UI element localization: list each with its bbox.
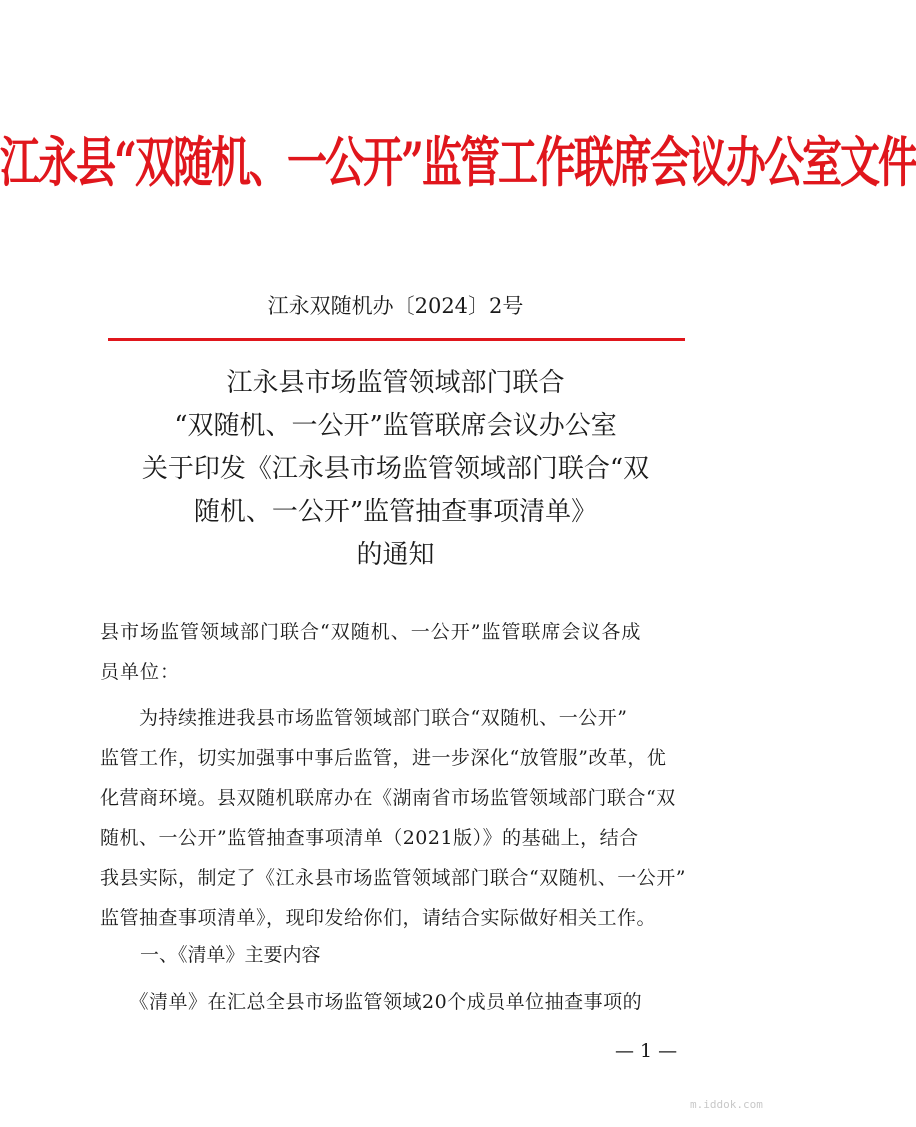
salutation-line: 县市场监管领域部门联合“双随机、一公开”监管联席会议各成 (100, 621, 642, 643)
body-paragraph-1 (100, 698, 700, 938)
paragraph-line: 我县实际，制定了《江永县市场监管领域部门联合“双随机、一公开” (100, 867, 686, 889)
paragraph-line: 监管工作，切实加强事中事后监管，进一步深化“放管服”改革，优 (100, 747, 667, 769)
notice-title-line: 江永县市场监管领域部门联合 (226, 368, 565, 398)
body-paragraph-2 (100, 982, 700, 1022)
section-heading-1: 一、《清单》主要内容 (140, 944, 321, 966)
notice-title-line: 关于印发《江永县市场监管领域部门联合“双 (141, 454, 650, 484)
salutation (100, 612, 700, 692)
red-separator-line (108, 338, 685, 341)
page-number: — 1 — (615, 1040, 678, 1062)
paragraph-line: 化营商环境。县双随机联席办在《湖南省市场监管领域部门联合“双 (100, 787, 676, 809)
paragraph-line: 监管抽查事项清单》，现印发给你们，请结合实际做好相关工作。 (100, 907, 657, 929)
salutation-line: 员单位： (100, 661, 181, 683)
paragraph-line: 为持续推进我县市场监管领域部门联合“双随机、一公开” (100, 707, 628, 729)
paragraph-line: 《清单》在汇总全县市场监管领域20个成员单位抽查事项的 (100, 991, 643, 1013)
watermark: m.iddok.com (690, 1098, 763, 1111)
notice-title-line: 的通知 (356, 540, 435, 570)
paragraph-line: 随机、一公开”监管抽查事项清单（2021版）》的基础上，结合 (100, 827, 639, 849)
notice-title-line: 随机、一公开”监管抽查事项清单》 (193, 497, 598, 527)
notice-title-line: “双随机、一公开”监管联席会议办公室 (174, 411, 617, 441)
document-number: 江永双随机办〔2024〕2号 (267, 294, 524, 318)
issuing-office-title: 江永县“双随机、一公开”监管工作联席会议办公室文件 (0, 130, 916, 195)
notice-title (60, 362, 731, 577)
